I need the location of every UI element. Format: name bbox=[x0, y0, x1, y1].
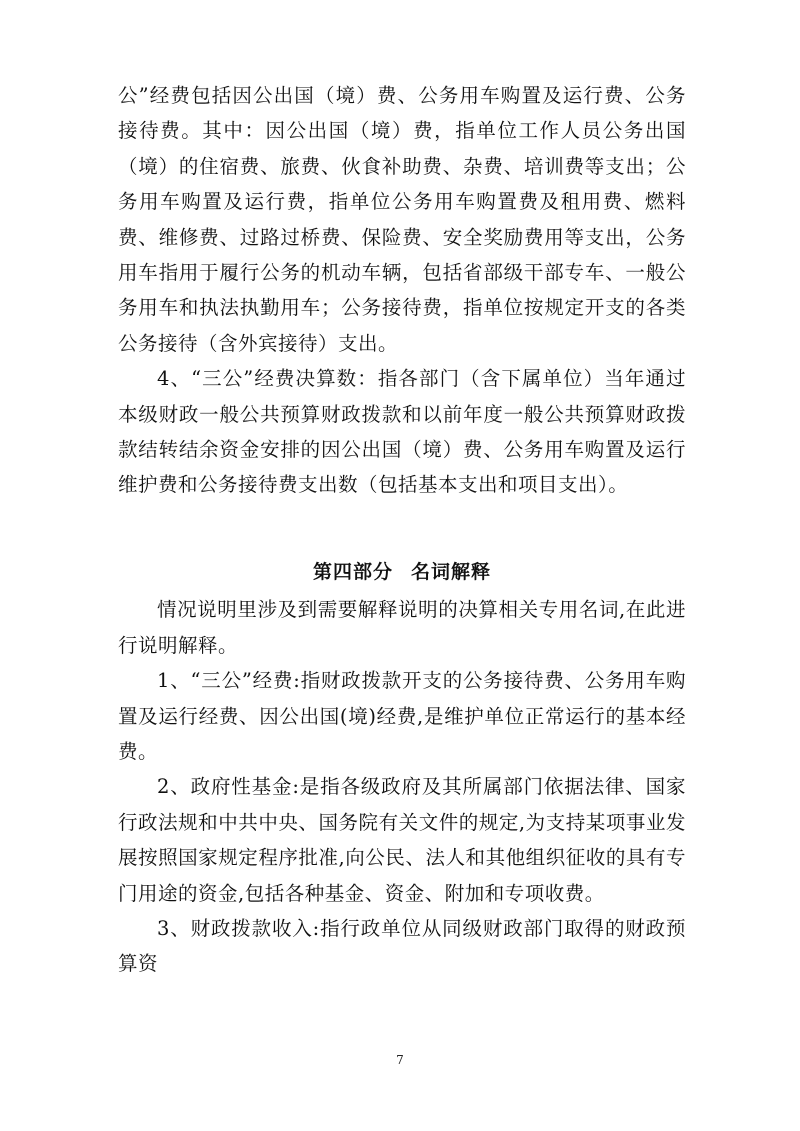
paragraph-term-three-public: 1、“三公”经费:指财政拨款开支的公务接待费、公务用车购置及运行经费、因公出国(境)经费,是维护单位正常运行的基本经费。 bbox=[118, 669, 686, 763]
section-heading-title: 名词解释 bbox=[411, 560, 492, 583]
page-number: 7 bbox=[396, 1053, 404, 1067]
section-heading-part: 第四部分 bbox=[312, 560, 393, 583]
paragraph-three-public-final-accounts: 4、“三公”经费决算数：指各部门（含下属单位）当年通过本级财政一般公共预算财政拨款和以前年度一般公共预算财政拨款结转结余资金安排的因公出国（境）费、公务用车购置及运行维护费和公务接待费支出数（包括基本支出和项目支出）。 bbox=[118, 367, 686, 497]
paragraph-term-fiscal-appropriation: 3、财政拨款收入:指行政单位从同级财政部门取得的财政预算资 bbox=[118, 916, 686, 976]
paragraph-term-government-fund: 2、政府性基金:是指各级政府及其所属部门依据法律、国家行政法规和中共中央、国务院有关文件的规定,为支持某项事业发展按照国家规定程序批准,向公民、法人和其他组织征收的具有专门用途的资金,包括各种基金、资金、附加和专项收费。 bbox=[118, 775, 686, 905]
paragraph-intro: 情况说明里涉及到需要解释说明的决算相关专用名词,在此进行说明解释。 bbox=[118, 598, 686, 657]
paragraph-public-funds-continued: 公”经费包括因公出国（境）费、公务用车购置及运行费、公务接待费。其中：因公出国（境）费，指单位工作人员公务出国（境）的住宿费、旅费、伙食补助费、杂费、培训费等支出；公务用车购置及运行费，指单位公务用车购置费及租用费、燃料费、维修费、过路过桥费、保险费、安全奖励费用等支出，公务用车指用于履行公务的机动车辆，包括省部级干部专车、一般公务用车和执法执勤用车；公务接待费，指单位按规定开支的各类公务接待（含外宾接待）支出。 bbox=[118, 84, 686, 355]
section-heading bbox=[118, 555, 686, 590]
document-page bbox=[118, 78, 686, 982]
